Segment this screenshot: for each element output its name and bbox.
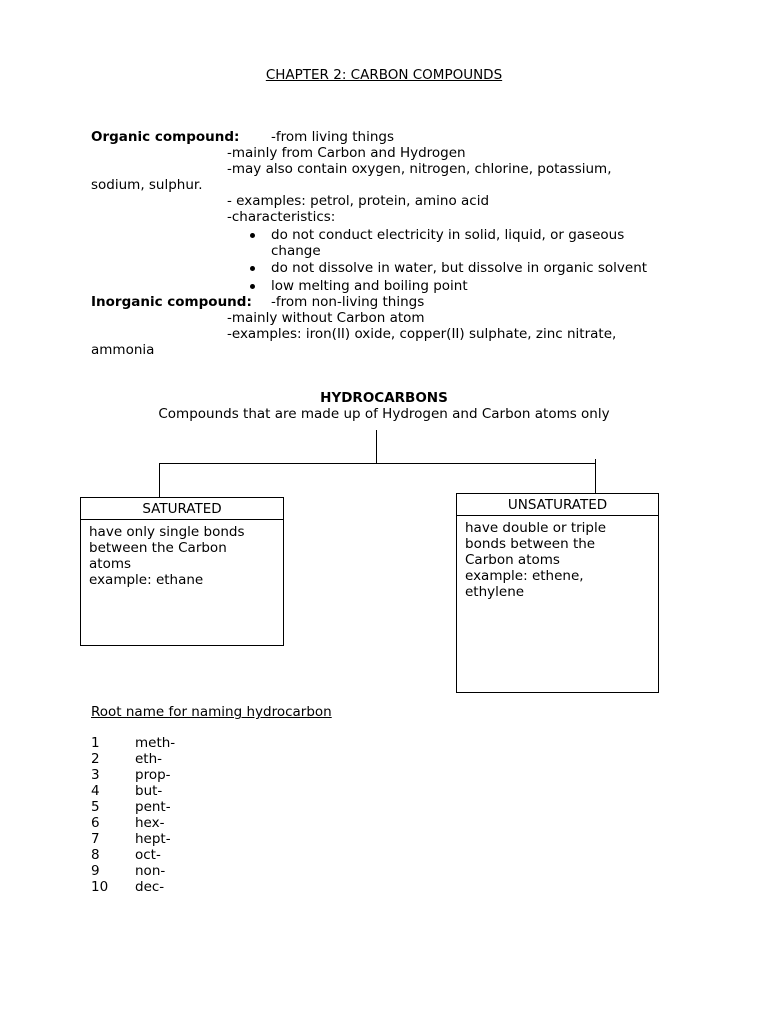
organic-characteristics: -characteristics: bbox=[227, 209, 336, 225]
organic-compound-label: Organic compound: bbox=[91, 129, 240, 145]
saturated-line: have only single bonds bbox=[89, 524, 245, 540]
root-number: 1 bbox=[91, 735, 100, 751]
root-number: 9 bbox=[91, 863, 100, 879]
root-name: hept- bbox=[135, 831, 171, 847]
page-title: CHAPTER 2: CARBON COMPOUNDS bbox=[265, 67, 503, 83]
root-name: oct- bbox=[135, 847, 161, 863]
tree-right-drop-line bbox=[595, 459, 596, 494]
root-number: 8 bbox=[91, 847, 100, 863]
characteristic-3: low melting and boiling point bbox=[271, 278, 468, 294]
root-name: pent- bbox=[135, 799, 171, 815]
root-number: 2 bbox=[91, 751, 100, 767]
tree-left-drop-line bbox=[159, 463, 160, 498]
organic-may-line1: -may also contain oxygen, nitrogen, chlorine, potassium, bbox=[227, 161, 612, 177]
root-name: prop- bbox=[135, 767, 171, 783]
characteristic-2: do not dissolve in water, but dissolve in organic solvent bbox=[271, 260, 648, 276]
unsaturated-line: have double or triple bbox=[465, 520, 607, 536]
inorganic-examples-line2: ammonia bbox=[91, 342, 155, 358]
saturated-box bbox=[80, 497, 284, 646]
saturated-description bbox=[81, 520, 283, 592]
saturated-example: example: ethane bbox=[89, 572, 204, 588]
inorganic-from: -from non-living things bbox=[271, 294, 425, 310]
root-number: 4 bbox=[91, 783, 100, 799]
root-number: 6 bbox=[91, 815, 100, 831]
hydrocarbons-definition: Compounds that are made up of Hydrogen and Carbon atoms only bbox=[158, 406, 610, 422]
organic-examples: - examples: petrol, protein, amino acid bbox=[227, 193, 490, 209]
root-name: meth- bbox=[135, 735, 176, 751]
tree-stem-line bbox=[376, 430, 377, 464]
root-name: dec- bbox=[135, 879, 165, 895]
root-number: 3 bbox=[91, 767, 100, 783]
root-name: eth- bbox=[135, 751, 163, 767]
organic-mainly: -mainly from Carbon and Hydrogen bbox=[227, 145, 466, 161]
root-names-heading: Root name for naming hydrocarbon bbox=[91, 704, 332, 720]
saturated-line: between the Carbon bbox=[89, 540, 227, 556]
bullet-icon bbox=[250, 284, 255, 289]
root-name: hex- bbox=[135, 815, 165, 831]
root-number: 5 bbox=[91, 799, 100, 815]
unsaturated-description bbox=[457, 516, 658, 604]
unsaturated-line: Carbon atoms bbox=[465, 552, 560, 568]
characteristic-1-line2: change bbox=[271, 243, 321, 259]
root-number: 7 bbox=[91, 831, 100, 847]
bullet-icon bbox=[250, 266, 255, 271]
inorganic-mainly: -mainly without Carbon atom bbox=[227, 310, 425, 326]
inorganic-examples-line1: -examples: iron(II) oxide, copper(II) sulphate, zinc nitrate, bbox=[227, 326, 617, 342]
unsaturated-example: example: ethene, bbox=[465, 568, 584, 584]
root-name: non- bbox=[135, 863, 166, 879]
unsaturated-line: bonds between the bbox=[465, 536, 596, 552]
organic-from: -from living things bbox=[271, 129, 394, 145]
bullet-icon bbox=[250, 233, 255, 238]
hydrocarbons-heading: HYDROCARBONS bbox=[320, 390, 448, 406]
root-number: 10 bbox=[91, 879, 109, 895]
characteristic-1-line1: do not conduct electricity in solid, liquid, or gaseous bbox=[271, 227, 625, 243]
organic-may-line2: sodium, sulphur. bbox=[91, 177, 203, 193]
root-name: but- bbox=[135, 783, 163, 799]
tree-branch-line bbox=[159, 463, 596, 464]
inorganic-compound-label: Inorganic compound: bbox=[91, 294, 252, 310]
unsaturated-box bbox=[456, 493, 659, 693]
saturated-header: SATURATED bbox=[81, 498, 283, 520]
unsaturated-example: ethylene bbox=[465, 584, 525, 600]
saturated-line: atoms bbox=[89, 556, 132, 572]
unsaturated-header: UNSATURATED bbox=[457, 494, 658, 516]
